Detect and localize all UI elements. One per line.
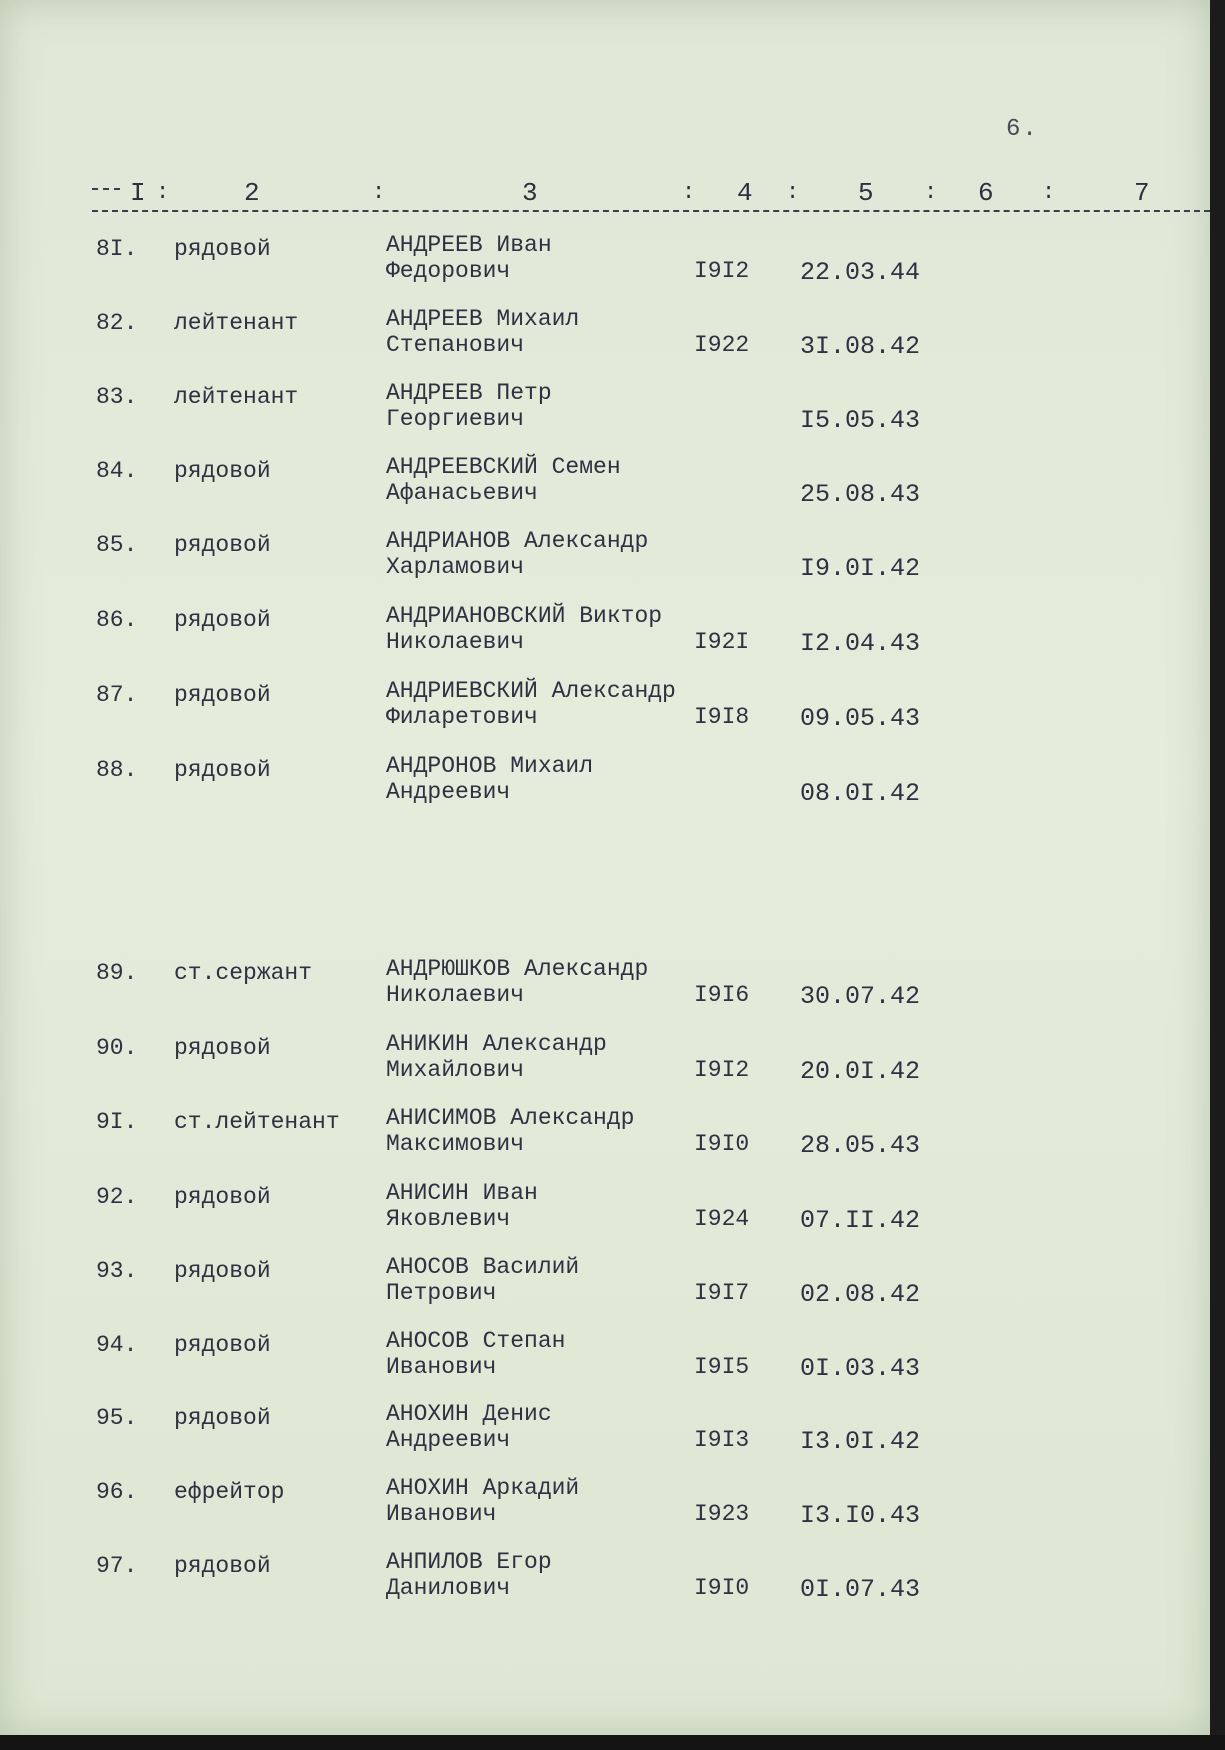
date: I5.05.43 <box>800 406 921 435</box>
birth-year: I924 <box>694 1206 750 1232</box>
rank: рядовой <box>174 1035 271 1061</box>
date: 22.03.44 <box>800 258 921 287</box>
row-number: 90. <box>96 1035 138 1061</box>
birth-year: I9I7 <box>694 1280 750 1306</box>
date: 25.08.43 <box>800 480 921 509</box>
rank: ефрейтор <box>174 1479 285 1505</box>
table-row <box>0 753 1210 817</box>
header-col-7: 7 <box>1134 178 1150 208</box>
row-number: 84. <box>96 458 138 484</box>
rank: рядовой <box>174 1258 271 1284</box>
patronymic: Федорович <box>386 258 511 284</box>
row-number: 85. <box>96 532 138 558</box>
table-row <box>0 678 1210 742</box>
patronymic: Николаевич <box>386 982 525 1008</box>
header-col-6: 6 <box>978 178 994 208</box>
header-col-4: 4 <box>737 178 753 208</box>
birth-year: I9I8 <box>694 704 750 730</box>
patronymic: Афанасьевич <box>386 480 538 506</box>
surname-name: АНОХИН Денис <box>386 1401 552 1427</box>
table-row <box>0 1475 1210 1539</box>
birth-year: I9I0 <box>694 1131 750 1157</box>
surname-name: АНДРЕЕВСКИЙ Семен <box>386 454 621 480</box>
table-row <box>0 1031 1210 1095</box>
rank: рядовой <box>174 607 271 633</box>
surname-name: АНОСОВ Василий <box>386 1254 580 1280</box>
header-separator: : <box>372 180 386 205</box>
table-row <box>0 528 1210 592</box>
patronymic: Харламович <box>386 554 525 580</box>
header-separator: : <box>682 180 696 205</box>
patronymic: Филаретович <box>386 704 538 730</box>
date: 20.0I.42 <box>800 1057 921 1086</box>
date: 02.08.42 <box>800 1280 921 1309</box>
patronymic: Николаевич <box>386 629 525 655</box>
surname-name: АНДРЕЕВ Иван <box>386 232 552 258</box>
rank: ст.сержант <box>174 960 313 986</box>
row-number: 93. <box>96 1258 138 1284</box>
surname-name: АНДРЕЕВ Петр <box>386 380 552 406</box>
date: 3I.08.42 <box>800 332 921 361</box>
table-row <box>0 1105 1210 1169</box>
header-separator: : <box>1042 180 1056 205</box>
patronymic: Андреевич <box>386 779 511 805</box>
date: I3.I0.43 <box>800 1501 921 1530</box>
row-number: 8I. <box>96 236 138 262</box>
patronymic: Михайлович <box>386 1057 525 1083</box>
row-number: 9I. <box>96 1109 138 1135</box>
birth-year: I9I0 <box>694 1575 750 1601</box>
date: 0I.07.43 <box>800 1575 921 1604</box>
table-row <box>0 232 1210 296</box>
date: I9.0I.42 <box>800 554 921 583</box>
row-number: 82. <box>96 310 138 336</box>
header-dash <box>92 188 120 190</box>
rank: ст.лейтенант <box>174 1109 340 1135</box>
birth-year: I9I2 <box>694 258 750 284</box>
header-col-3: 3 <box>522 178 538 208</box>
patronymic: Данилович <box>386 1575 511 1601</box>
birth-year: I923 <box>694 1501 750 1527</box>
row-number: 96. <box>96 1479 138 1505</box>
surname-name: АНДРЕЕВ Михаил <box>386 306 580 332</box>
table-row <box>0 1401 1210 1465</box>
surname-name: АНИКИН Александр <box>386 1031 607 1057</box>
scan-edge-bottom <box>0 1735 1225 1750</box>
rank: лейтенант <box>174 310 299 336</box>
rank: рядовой <box>174 682 271 708</box>
birth-year: I9I2 <box>694 1057 750 1083</box>
row-number: 83. <box>96 384 138 410</box>
surname-name: АНОСОВ Степан <box>386 1328 566 1354</box>
surname-name: АНДРЮШКОВ Александр <box>386 956 649 982</box>
surname-name: АНДРОНОВ Михаил <box>386 753 594 779</box>
birth-year: I92I <box>694 629 750 655</box>
rank: рядовой <box>174 757 271 783</box>
row-number: 87. <box>96 682 138 708</box>
birth-year: I922 <box>694 332 750 358</box>
rank: рядовой <box>174 236 271 262</box>
patronymic: Георгиевич <box>386 406 525 432</box>
header-separator: : <box>156 180 170 205</box>
date: 08.0I.42 <box>800 779 921 808</box>
header-separator: : <box>924 180 938 205</box>
rank: рядовой <box>174 1553 271 1579</box>
rank: лейтенант <box>174 384 299 410</box>
surname-name: АНПИЛОВ Егор <box>386 1549 552 1575</box>
patronymic: Андреевич <box>386 1427 511 1453</box>
rank: рядовой <box>174 532 271 558</box>
header-col-2: 2 <box>244 178 260 208</box>
date: I3.0I.42 <box>800 1427 921 1456</box>
table-row <box>0 1180 1210 1244</box>
patronymic: Петрович <box>386 1280 497 1306</box>
table-row <box>0 380 1210 444</box>
row-number: 95. <box>96 1405 138 1431</box>
rank: рядовой <box>174 458 271 484</box>
date: 30.07.42 <box>800 982 921 1011</box>
header-separator: : <box>786 180 800 205</box>
row-number: 89. <box>96 960 138 986</box>
header-col-1: I <box>130 178 146 208</box>
surname-name: АНИСИН Иван <box>386 1180 538 1206</box>
table-row <box>0 306 1210 370</box>
date: 0I.03.43 <box>800 1354 921 1383</box>
row-number: 94. <box>96 1332 138 1358</box>
patronymic: Иванович <box>386 1354 497 1380</box>
page-number: 6. <box>1006 116 1039 143</box>
patronymic: Иванович <box>386 1501 497 1527</box>
table-row <box>0 1549 1210 1613</box>
row-number: 88. <box>96 757 138 783</box>
table-row <box>0 454 1210 518</box>
row-number: 97. <box>96 1553 138 1579</box>
header-dash <box>92 210 1210 212</box>
rank: рядовой <box>174 1184 271 1210</box>
column-header-row <box>92 178 1210 218</box>
table-row <box>0 1328 1210 1392</box>
birth-year: I9I6 <box>694 982 750 1008</box>
table-row <box>0 1254 1210 1318</box>
surname-name: АНОХИН Аркадий <box>386 1475 580 1501</box>
table-row <box>0 603 1210 667</box>
header-col-5: 5 <box>858 178 874 208</box>
scan-edge-right <box>1210 0 1225 1750</box>
date: I2.04.43 <box>800 629 921 658</box>
row-number: 92. <box>96 1184 138 1210</box>
birth-year: I9I3 <box>694 1427 750 1453</box>
date: 09.05.43 <box>800 704 921 733</box>
birth-year: I9I5 <box>694 1354 750 1380</box>
patronymic: Максимович <box>386 1131 525 1157</box>
surname-name: АНДРИАНОВ Александр <box>386 528 649 554</box>
surname-name: АНДРИЕВСКИЙ Александр <box>386 678 676 704</box>
rank: рядовой <box>174 1405 271 1431</box>
surname-name: АНИСИМОВ Александр <box>386 1105 635 1131</box>
date: 07.II.42 <box>800 1206 921 1235</box>
rank: рядовой <box>174 1332 271 1358</box>
table-row <box>0 956 1210 1020</box>
surname-name: АНДРИАНОВСКИЙ Виктор <box>386 603 663 629</box>
date: 28.05.43 <box>800 1131 921 1160</box>
row-number: 86. <box>96 607 138 633</box>
patronymic: Степанович <box>386 332 525 358</box>
patronymic: Яковлевич <box>386 1206 511 1232</box>
